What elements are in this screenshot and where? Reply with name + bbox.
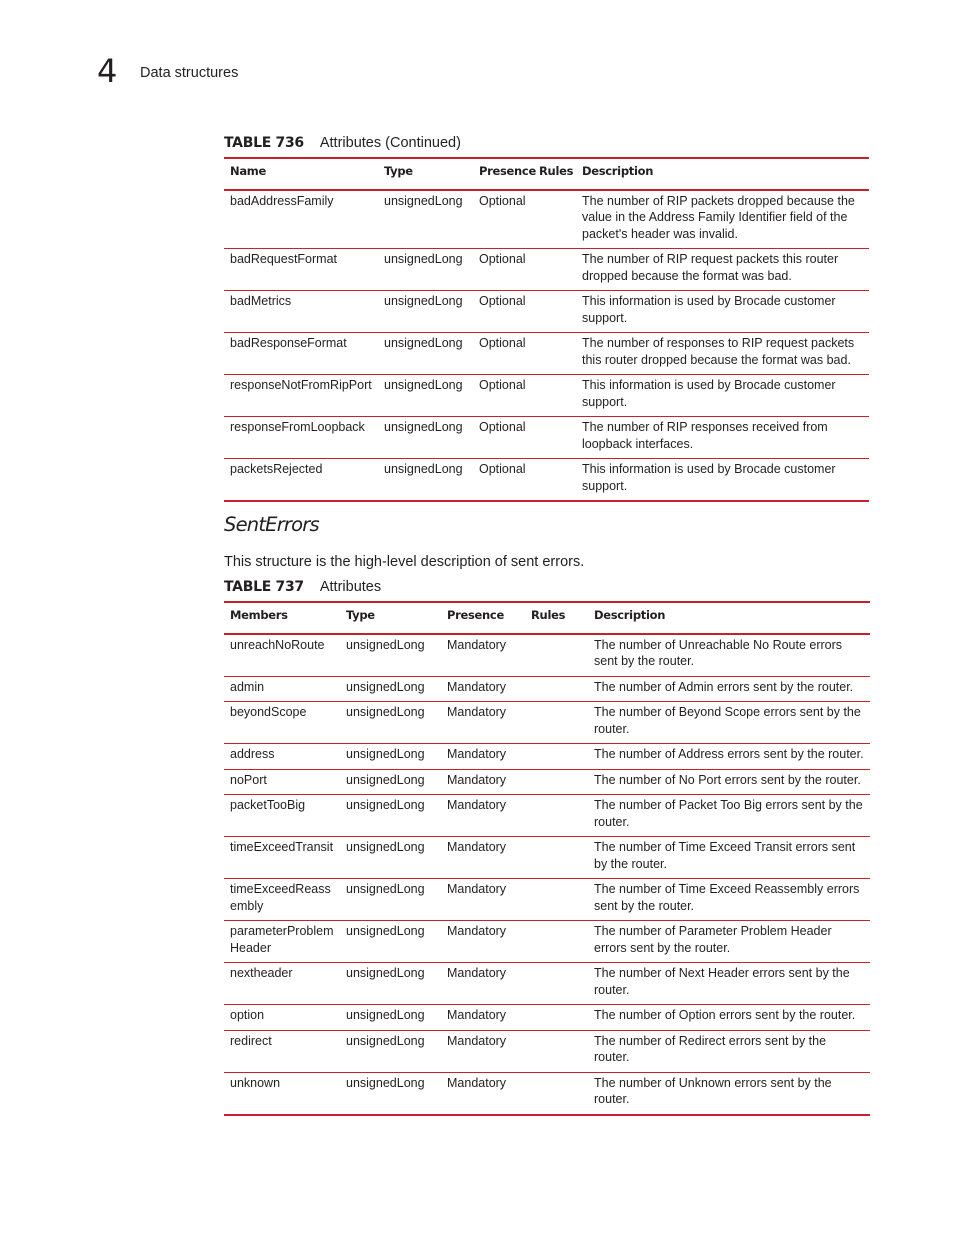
cell-description: The number of Unreachable No Route errors sent by the router. (588, 634, 870, 677)
table-736-caption (224, 135, 461, 151)
cell-description: The number of Next Header errors sent by the router. (588, 963, 870, 1005)
cell-name: redirect (224, 1030, 340, 1072)
column-header: Rules (525, 602, 588, 634)
table-737-caption (224, 579, 381, 595)
cell-rules (525, 1030, 588, 1072)
cell-name: timeExceedReassembly (224, 879, 340, 921)
column-header: Description (588, 602, 870, 634)
cell-description: The number of Redirect errors sent by the router. (588, 1030, 870, 1072)
cell-description: The number of RIP packets dropped because the value in the Address Family Identifier field of the packet's header was invalid. (576, 190, 869, 249)
column-header: Members (224, 602, 340, 634)
cell-rules (533, 417, 576, 459)
cell-rules (525, 676, 588, 702)
section-intro: This structure is the high-level description of sent errors. (224, 554, 585, 570)
table-737 (224, 601, 870, 1116)
table-row (224, 837, 870, 879)
cell-type: unsignedLong (378, 417, 473, 459)
cell-name: address (224, 744, 340, 770)
cell-name: parameterProblemHeader (224, 921, 340, 963)
cell-presence: Mandatory (441, 879, 525, 921)
section-heading: SentErrors (224, 513, 319, 536)
cell-type: unsignedLong (378, 249, 473, 291)
table-row (224, 459, 869, 502)
cell-type: unsignedLong (340, 1030, 441, 1072)
cell-type: unsignedLong (340, 676, 441, 702)
cell-rules (525, 1072, 588, 1115)
cell-type: unsignedLong (340, 795, 441, 837)
cell-rules (525, 921, 588, 963)
column-header: Type (340, 602, 441, 634)
cell-description: This information is used by Brocade customer support. (576, 459, 869, 502)
table-736 (224, 157, 869, 502)
cell-presence: Mandatory (441, 1030, 525, 1072)
cell-presence: Mandatory (441, 837, 525, 879)
cell-presence: Mandatory (441, 676, 525, 702)
cell-type: unsignedLong (340, 769, 441, 795)
table-row (224, 769, 870, 795)
table-row (224, 1030, 870, 1072)
cell-rules (525, 879, 588, 921)
table-737-label: TABLE 737 (224, 579, 304, 595)
table-row (224, 702, 870, 744)
cell-type: unsignedLong (340, 1072, 441, 1115)
cell-rules (533, 333, 576, 375)
cell-rules (525, 634, 588, 677)
table-row (224, 879, 870, 921)
table-row (224, 744, 870, 770)
cell-rules (525, 795, 588, 837)
cell-description: The number of Option errors sent by the router. (588, 1005, 870, 1031)
cell-rules (533, 375, 576, 417)
cell-type: unsignedLong (340, 963, 441, 1005)
cell-type: unsignedLong (378, 375, 473, 417)
column-header: Presence (473, 158, 533, 190)
cell-presence: Mandatory (441, 744, 525, 770)
cell-rules (533, 249, 576, 291)
cell-presence: Mandatory (441, 769, 525, 795)
cell-name: badResponseFormat (224, 333, 378, 375)
cell-type: unsignedLong (340, 879, 441, 921)
cell-presence: Optional (473, 249, 533, 291)
cell-presence: Optional (473, 375, 533, 417)
cell-description: This information is used by Brocade customer support. (576, 375, 869, 417)
cell-description: This information is used by Brocade customer support. (576, 291, 869, 333)
cell-rules (533, 190, 576, 249)
cell-description: The number of Unknown errors sent by the router. (588, 1072, 870, 1115)
table-row (224, 795, 870, 837)
cell-name: unknown (224, 1072, 340, 1115)
cell-presence: Mandatory (441, 1072, 525, 1115)
table-row (224, 417, 869, 459)
cell-description: The number of Time Exceed Reassembly errors sent by the router. (588, 879, 870, 921)
cell-type: unsignedLong (340, 634, 441, 677)
table-736-label: TABLE 736 (224, 135, 304, 151)
cell-rules (525, 1005, 588, 1031)
table-row (224, 921, 870, 963)
table-736-header-row (224, 158, 869, 190)
cell-presence: Optional (473, 417, 533, 459)
cell-presence: Mandatory (441, 702, 525, 744)
cell-presence: Mandatory (441, 963, 525, 1005)
cell-name: badAddressFamily (224, 190, 378, 249)
chapter-title: Data structures (140, 65, 239, 81)
table-row (224, 1072, 870, 1115)
cell-name: responseFromLoopback (224, 417, 378, 459)
cell-rules (525, 702, 588, 744)
table-736-title: Attributes (Continued) (319, 135, 461, 151)
cell-type: unsignedLong (340, 921, 441, 963)
cell-description: The number of Address errors sent by the router. (588, 744, 870, 770)
cell-presence: Mandatory (441, 1005, 525, 1031)
cell-type: unsignedLong (340, 1005, 441, 1031)
cell-presence: Optional (473, 291, 533, 333)
cell-rules (525, 963, 588, 1005)
chapter-number: 4 (97, 52, 118, 90)
column-header: Name (224, 158, 378, 190)
cell-presence: Optional (473, 459, 533, 502)
cell-type: unsignedLong (340, 744, 441, 770)
cell-type: unsignedLong (378, 333, 473, 375)
cell-name: option (224, 1005, 340, 1031)
cell-name: timeExceedTransit (224, 837, 340, 879)
cell-description: The number of RIP request packets this router dropped because the format was bad. (576, 249, 869, 291)
cell-name: badRequestFormat (224, 249, 378, 291)
cell-name: noPort (224, 769, 340, 795)
table-row (224, 249, 869, 291)
column-header: Presence (441, 602, 525, 634)
table-row (224, 634, 870, 677)
cell-description: The number of No Port errors sent by the router. (588, 769, 870, 795)
cell-presence: Mandatory (441, 921, 525, 963)
table-row (224, 190, 869, 249)
cell-name: packetsRejected (224, 459, 378, 502)
cell-type: unsignedLong (378, 291, 473, 333)
cell-description: The number of Beyond Scope errors sent by the router. (588, 702, 870, 744)
cell-rules (533, 459, 576, 502)
column-header: Type (378, 158, 473, 190)
cell-rules (533, 291, 576, 333)
table-737-header-row (224, 602, 870, 634)
cell-description: The number of Parameter Problem Header errors sent by the router. (588, 921, 870, 963)
cell-name: badMetrics (224, 291, 378, 333)
cell-type: unsignedLong (378, 459, 473, 502)
cell-rules (525, 744, 588, 770)
cell-name: admin (224, 676, 340, 702)
cell-name: unreachNoRoute (224, 634, 340, 677)
cell-rules (525, 837, 588, 879)
table-row (224, 375, 869, 417)
cell-name: nextheader (224, 963, 340, 1005)
table-737-title: Attributes (319, 579, 382, 595)
cell-presence: Optional (473, 190, 533, 249)
table-row (224, 291, 869, 333)
table-row (224, 333, 869, 375)
cell-presence: Mandatory (441, 795, 525, 837)
cell-description: The number of RIP responses received from loopback interfaces. (576, 417, 869, 459)
cell-type: unsignedLong (378, 190, 473, 249)
cell-name: packetTooBig (224, 795, 340, 837)
cell-description: The number of responses to RIP request packets this router dropped because the format was bad. (576, 333, 869, 375)
cell-rules (525, 769, 588, 795)
cell-description: The number of Time Exceed Transit errors sent by the router. (588, 837, 870, 879)
cell-type: unsignedLong (340, 837, 441, 879)
cell-name: beyondScope (224, 702, 340, 744)
cell-name: responseNotFromRipPort (224, 375, 378, 417)
cell-presence: Optional (473, 333, 533, 375)
table-row (224, 676, 870, 702)
column-header: Rules (533, 158, 576, 190)
table-row (224, 963, 870, 1005)
cell-presence: Mandatory (441, 634, 525, 677)
table-row (224, 1005, 870, 1031)
cell-description: The number of Packet Too Big errors sent by the router. (588, 795, 870, 837)
cell-description: The number of Admin errors sent by the router. (588, 676, 870, 702)
column-header: Description (576, 158, 869, 190)
cell-type: unsignedLong (340, 702, 441, 744)
